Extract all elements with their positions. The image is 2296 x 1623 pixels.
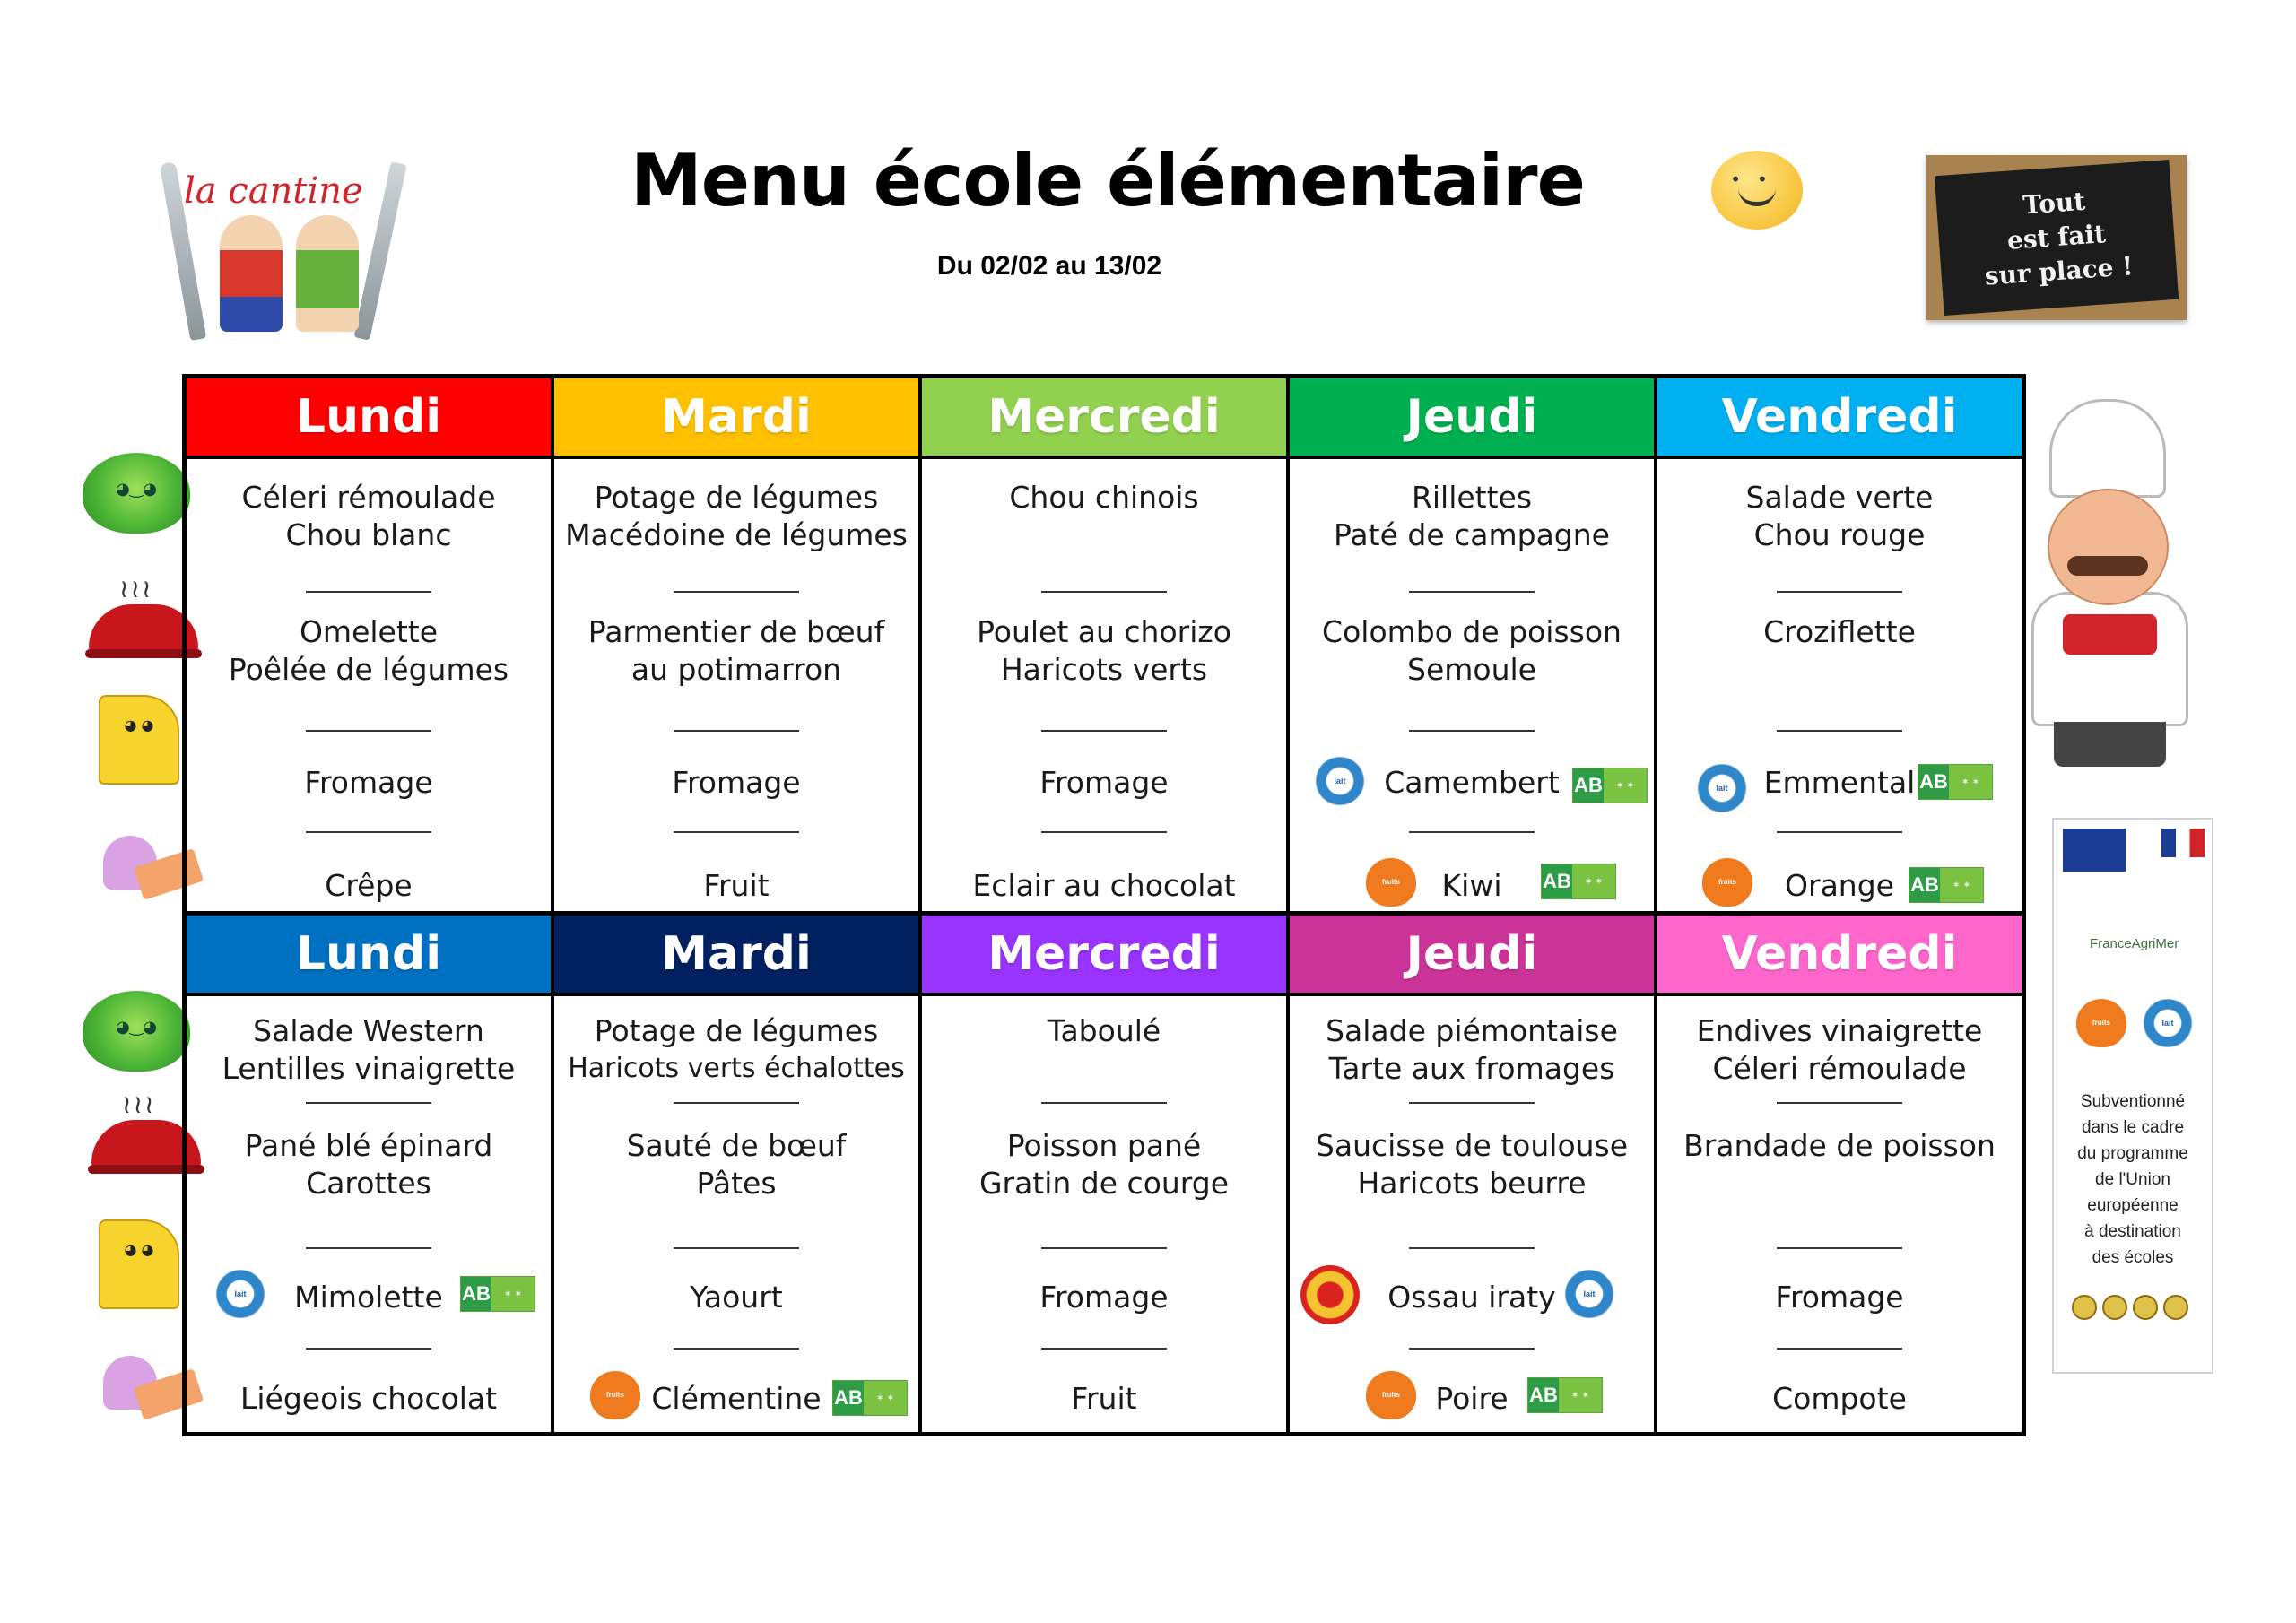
chalkboard-line: Tout [2022, 186, 2087, 221]
dessert: Poire [1435, 1381, 1509, 1416]
quality-label-icon [2072, 1295, 2097, 1320]
day-column-mardi [554, 916, 922, 1432]
main-course: Poulet au chorizo Haricots verts [977, 614, 1231, 687]
day-column-vendredi [1657, 378, 2022, 916]
quality-label-icon [2102, 1295, 2127, 1320]
child-icon [296, 215, 359, 332]
day-column-jeudi [1290, 378, 1657, 916]
cantine-logo [157, 152, 408, 341]
starter: Salade Western Lentilles vinaigrette [222, 1013, 516, 1086]
quality-labels [2072, 1295, 2197, 1320]
lettuce-icon [83, 991, 190, 1072]
cheese: Fromage [304, 765, 433, 800]
starter: Chou chinois [1009, 480, 1199, 515]
dessert: Kiwi [1441, 868, 1502, 903]
day-column-mercredi [922, 378, 1290, 916]
lait-ecole-icon: lait [212, 1270, 269, 1318]
ab-label-icon: AB ✶ ✶ [1572, 768, 1648, 803]
cheese: Emmental [1763, 765, 1916, 800]
fruits-legumes-ecole-icon: fruits [1702, 858, 1752, 907]
ab-label-icon: AB ✶ ✶ [832, 1380, 908, 1416]
day-header: Mardi [554, 378, 918, 459]
ab-label-icon: AB ✶ ✶ [460, 1276, 535, 1312]
date-range: Du 02/02 au 13/02 [936, 251, 1162, 281]
lait-ecole-icon: lait [1561, 1270, 1618, 1318]
dessert: Fruit [703, 868, 770, 903]
starter: Céleri rémoulade Chou blanc [241, 480, 496, 552]
starter: Salade piémontaise Tarte aux fromages [1326, 1013, 1618, 1086]
day-header: Lundi [187, 378, 551, 459]
main-course: Pané blé épinard Carottes [244, 1128, 493, 1201]
day-header: Lundi [187, 916, 551, 996]
fruits-legumes-ecole-icon: fruits [1366, 1371, 1416, 1419]
eu-program-panel [2052, 818, 2213, 1374]
main-course: Croziflette [1763, 614, 1916, 649]
day-header: Jeudi [1290, 378, 1654, 459]
day-header: Mercredi [922, 916, 1286, 996]
day-header: Mardi [554, 916, 918, 996]
cheese: Camembert [1384, 765, 1560, 800]
cheese: Fromage [1775, 1280, 1904, 1315]
page-title: Menu école élémentaire [631, 139, 1585, 222]
cheese-icon [99, 695, 179, 785]
ab-label-icon: AB ✶ ✶ [1918, 764, 1993, 800]
starter: Salade verte Chou rouge [1745, 480, 1934, 552]
main-course: Omelette Poêlée de légumes [228, 614, 509, 687]
day-column-vendredi [1657, 916, 2022, 1432]
day-column-lundi [187, 916, 554, 1432]
ab-label-icon: AB ✶ ✶ [1527, 1377, 1603, 1413]
fruits-legumes-ecole-icon: fruits [2076, 999, 2126, 1047]
french-republic-icon [2161, 829, 2205, 857]
chef-icon [1969, 399, 2229, 776]
child-icon [220, 215, 283, 332]
main-course: Brandade de poisson [1683, 1128, 1996, 1163]
dessert: Orange [1785, 868, 1894, 903]
main-course: Poisson pané Gratin de courge [978, 1128, 1230, 1201]
day-column-lundi [187, 378, 554, 916]
cheese: Fromage [1039, 1280, 1169, 1315]
cheese: Fromage [672, 765, 801, 800]
day-header: Vendredi [1657, 378, 2022, 459]
starter: Taboulé [1047, 1013, 1161, 1048]
fruits-legumes-ecole-icon: fruits [1366, 858, 1416, 907]
dessert: Clémentine [651, 1381, 822, 1416]
week-1-menu [182, 374, 2026, 916]
eu-flag-icon [2063, 829, 2126, 872]
main-course: Colombo de poisson Semoule [1322, 614, 1622, 687]
main-course: Sauté de bœuf Pâtes [626, 1128, 847, 1201]
fruits-legumes-ecole-icon: fruits [590, 1371, 640, 1419]
franceagrimer-logo: FranceAgriMer [2090, 936, 2179, 951]
chalkboard-line: est fait [2005, 219, 2107, 256]
ab-label-icon: AB ✶ ✶ [1541, 864, 1616, 899]
day-header: Jeudi [1290, 916, 1654, 996]
cheese: Mimolette [294, 1280, 443, 1315]
cantine-logo-text: la cantine [184, 170, 363, 212]
chalkboard-sign [1926, 155, 2187, 320]
starter: Potage de légumes Haricots verts échalottes [568, 1013, 905, 1084]
cheese: Yaourt [690, 1280, 783, 1315]
smiley-icon: •• [1711, 151, 1803, 230]
cheese: Fromage [1039, 765, 1169, 800]
lait-ecole-icon: lait [2139, 999, 2196, 1047]
aop-label-icon [1300, 1265, 1360, 1324]
day-column-mercredi [922, 916, 1290, 1432]
dessert: Liégeois chocolat [239, 1381, 498, 1416]
quality-label-icon [2133, 1295, 2158, 1320]
quality-label-icon [2163, 1295, 2188, 1320]
dessert: Eclair au chocolat [972, 868, 1236, 903]
day-column-mardi [554, 378, 922, 916]
day-column-jeudi [1290, 916, 1657, 1432]
lait-ecole-icon: lait [1311, 757, 1369, 805]
starter: Rillettes Paté de campagne [1334, 480, 1610, 552]
cheese: Ossau iraty [1387, 1280, 1556, 1315]
dessert: Compote [1772, 1381, 1907, 1416]
cheese-icon [99, 1219, 179, 1309]
ab-label-icon: AB ✶ ✶ [1909, 867, 1984, 903]
dessert: Crêpe [325, 868, 413, 903]
lettuce-icon [83, 453, 190, 534]
main-course: Parmentier de bœuf au potimarron [587, 614, 885, 687]
cloche-icon: ≀≀≀ [88, 1089, 204, 1179]
day-header: Vendredi [1657, 916, 2022, 996]
starter: Endives vinaigrette Céleri rémoulade [1696, 1013, 1983, 1086]
chalkboard-line: sur place ! [1983, 251, 2135, 291]
main-course: Saucisse de toulouse Haricots beurre [1315, 1128, 1629, 1201]
dessert: Fruit [1071, 1381, 1137, 1416]
starter: Potage de légumes Macédoine de légumes [565, 480, 908, 552]
week-2-menu [182, 911, 2026, 1436]
eu-subsidy-text: Subventionné dans le cadre du programme de l'Union européenne à destination des écoles [2077, 1092, 2188, 1267]
day-header: Mercredi [922, 378, 1286, 459]
lait-ecole-icon: lait [1693, 764, 1751, 812]
cloche-icon: ≀≀≀ [85, 574, 202, 664]
